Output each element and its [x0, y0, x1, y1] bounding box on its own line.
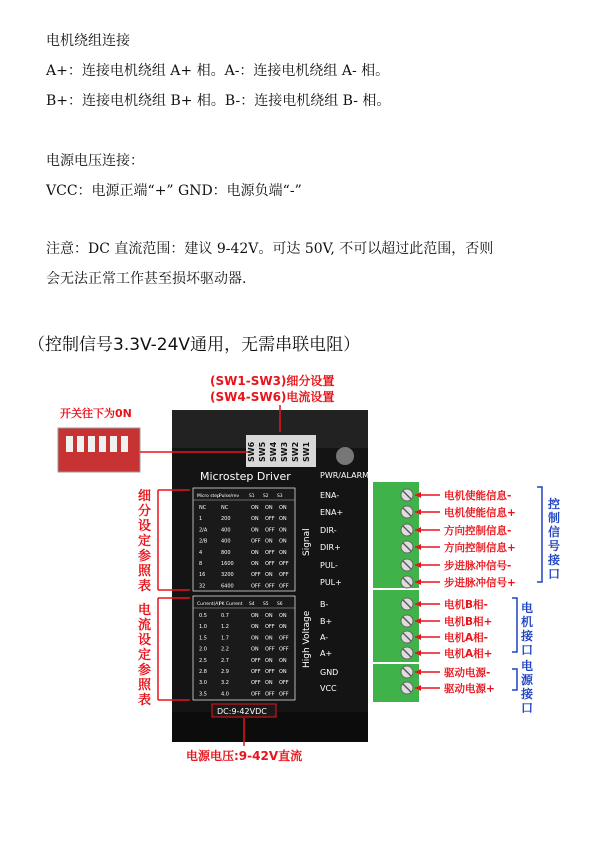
vertical-label-char: 表	[138, 579, 152, 594]
dip-switch-pad	[121, 436, 128, 452]
table-cell: 16	[199, 572, 206, 579]
table-header-cell: S6	[277, 602, 283, 607]
table-cell: ON	[279, 505, 287, 511]
table-cell: 1.2	[221, 624, 229, 631]
pin-label: 方向控制信息-	[444, 525, 512, 537]
signal-label: Signal	[302, 528, 312, 556]
vertical-label-char: 信	[548, 525, 561, 539]
terminal-name: DIR+	[320, 543, 341, 552]
vertical-label-char: 照	[138, 564, 152, 579]
vertical-label-char: 流	[138, 618, 152, 633]
vertical-label-char: 制	[548, 511, 561, 525]
table-cell: ON	[279, 657, 287, 664]
table-cell: OFF	[251, 657, 261, 664]
caption: （控制信号3.3V-24V通用，无需串联电阻）	[28, 335, 361, 355]
switch-label: SW1	[302, 441, 311, 462]
table-cell: 0.7	[221, 613, 229, 619]
vertical-label-char: 口	[521, 643, 534, 657]
pin-label: 电机A相+	[444, 648, 493, 660]
switch-label: SW2	[291, 441, 300, 462]
table-cell: ON	[265, 613, 273, 619]
switch-note: 开关往下为0N	[60, 407, 132, 420]
pin-label: 电机使能信息+	[444, 507, 516, 519]
switch-label: SW4	[269, 441, 278, 462]
sw-title-2: (SW4-SW6)电流设置	[210, 390, 335, 404]
table-cell: ON	[279, 624, 287, 631]
vertical-label-char: 分	[138, 504, 152, 519]
pin-label: 电机B相-	[444, 599, 488, 611]
pin-label: 步进脉冲信号-	[444, 560, 512, 572]
table-cell: 2.8	[199, 669, 207, 675]
table-cell: 2.2	[221, 646, 229, 653]
table-cell: OFF	[251, 538, 261, 545]
table-cell: 1	[199, 516, 203, 523]
vertical-label-char: 接	[548, 553, 561, 567]
table-cell: OFF	[279, 691, 289, 698]
table-cell: 2.5	[199, 657, 207, 664]
bracket-motor	[512, 598, 517, 652]
table-cell: OFF	[251, 572, 261, 579]
table-cell: 3.0	[199, 680, 207, 687]
table-cell: 4.0	[221, 691, 229, 698]
table-cell: ON	[251, 561, 259, 567]
table-header-cell: Current(A)	[197, 602, 220, 607]
table-cell: OFF	[251, 583, 261, 590]
terminal-name: VCC	[320, 684, 337, 693]
vertical-label-char: 口	[548, 567, 561, 581]
brand-label: Microstep Driver	[200, 470, 291, 483]
dip-switch-pad	[88, 436, 95, 452]
table-cell: ON	[265, 680, 273, 687]
table-cell: ON	[265, 505, 273, 511]
table-header-cell: S4	[249, 602, 255, 607]
table-header-cell: Pulse/rev	[219, 494, 240, 499]
vertical-label-char: 参	[138, 663, 152, 678]
table-cell: ON	[251, 505, 259, 511]
table-cell: ON	[251, 624, 259, 631]
table-cell: 2.7	[221, 657, 229, 664]
vertical-label-char: 细	[138, 489, 152, 504]
table-cell: 1.7	[221, 635, 229, 642]
terminal-name: B-	[320, 600, 329, 609]
terminal-name: PUL-	[320, 561, 338, 570]
vertical-label-char: 表	[138, 693, 152, 708]
terminal-name: ENA-	[320, 491, 340, 500]
table-header-cell: Micro step	[197, 494, 220, 499]
vertical-label-char: 接	[521, 629, 534, 643]
table-cell: 1600	[221, 561, 234, 567]
table-cell: 1.0	[199, 624, 207, 631]
vertical-label-char: 参	[138, 549, 152, 564]
terminal-name: GND	[320, 668, 339, 677]
table-cell: 3200	[221, 572, 234, 579]
vertical-label-char: 控	[548, 497, 561, 511]
dip-switch-pad	[77, 436, 84, 452]
table-cell: OFF	[279, 572, 289, 579]
dip-switch-pad	[66, 436, 73, 452]
terminal-name: A-	[320, 633, 329, 642]
vertical-label-char: 机	[521, 615, 534, 629]
text-line-7: 会无法正常工作甚至损坏驱动器.	[46, 271, 247, 287]
table-cell: 32	[199, 583, 206, 590]
bottom-label: 电源电压:9-42V直流	[186, 749, 303, 763]
table-cell: OFF	[265, 624, 275, 631]
vertical-label-char: 电	[521, 659, 534, 673]
pwr-alarm-label: PWR/ALARM	[320, 471, 370, 480]
table-cell: OFF	[265, 669, 275, 675]
text-line-5: VCC：电源正端“+” GND：电源负端“-”	[46, 183, 302, 199]
vertical-label-char: 定	[138, 534, 152, 549]
table-cell: OFF	[251, 669, 261, 675]
vertical-label-char: 源	[521, 673, 534, 687]
table-cell: NC	[199, 505, 207, 511]
switch-label: SW6	[247, 441, 256, 462]
hv-label: High Voltage	[302, 610, 312, 668]
table-cell: ON	[279, 549, 287, 556]
vertical-label-char: 设	[138, 519, 152, 534]
pin-label: 驱动电源-	[444, 667, 491, 679]
table-cell: OFF	[279, 646, 289, 653]
vertical-label-char: 定	[138, 648, 152, 663]
terminal-name: PUL+	[320, 578, 342, 587]
vertical-label-char: 设	[138, 633, 152, 648]
table-header-cell: S2	[263, 494, 269, 499]
table-cell: 4	[199, 549, 203, 556]
sw-title-1: (SW1-SW3)细分设置	[210, 374, 335, 388]
table-cell: 2/B	[199, 538, 208, 545]
table-cell: 2.9	[221, 669, 229, 675]
table-cell: OFF	[251, 691, 261, 698]
vertical-label-char: 电	[521, 601, 534, 615]
dc-label: DC:9-42VDC	[217, 707, 267, 716]
table-cell: OFF	[265, 527, 275, 534]
bracket-power	[512, 669, 517, 690]
table-cell: ON	[251, 549, 259, 556]
vertical-label-char: 口	[521, 701, 534, 715]
table-cell: 2.0	[199, 646, 207, 653]
table-cell: OFF	[279, 680, 289, 687]
table-cell: OFF	[265, 583, 275, 590]
table-cell: ON	[251, 527, 259, 534]
table-cell: OFF	[251, 680, 261, 687]
table-header-cell: PK Current	[219, 602, 243, 607]
terminal-name: B+	[320, 617, 333, 626]
table-cell: OFF	[279, 635, 289, 642]
table-cell: ON	[279, 613, 287, 619]
table-cell: OFF	[265, 549, 275, 556]
pin-label: 电机B相+	[444, 616, 493, 628]
table-cell: ON	[251, 613, 259, 619]
dip-switch-pad	[110, 436, 117, 452]
text-line-2: A+：连接电机绕组 A+ 相。A-：连接电机绕组 A- 相。	[46, 63, 390, 79]
table-cell: ON	[279, 516, 287, 523]
table-cell: ON	[251, 516, 259, 523]
pin-label: 方向控制信息+	[444, 542, 516, 554]
text-line-6: 注意：DC 直流范围：建议 9-42V。可达 50V, 不可以超过此范围，否则	[46, 241, 494, 257]
table-cell: ON	[251, 635, 259, 642]
switch-label: SW3	[280, 441, 289, 462]
table-header-cell: S1	[249, 494, 255, 499]
terminal-name: ENA+	[320, 508, 344, 517]
table-cell: OFF	[279, 561, 289, 567]
text-line-1: 电机绕组连接	[46, 33, 130, 49]
table-cell: OFF	[279, 583, 289, 590]
table-cell: 400	[221, 527, 231, 534]
table-cell: ON	[251, 646, 259, 653]
bracket-control	[537, 487, 542, 582]
table-cell: NC	[221, 505, 229, 511]
table-cell: 3.5	[199, 691, 207, 698]
table-cell: ON	[265, 657, 273, 664]
pwr-indicator-screw	[336, 447, 354, 465]
table-cell: 3.2	[221, 680, 229, 687]
table-cell: ON	[279, 538, 287, 545]
table-cell: 6400	[221, 583, 234, 590]
table-cell: ON	[265, 538, 273, 545]
table-cell: 800	[221, 549, 231, 556]
table-header-cell: S5	[263, 602, 269, 607]
table-cell: ON	[279, 669, 287, 675]
vertical-label-char: 照	[138, 678, 152, 693]
switch-label: SW5	[258, 441, 267, 462]
table-cell: 2/A	[199, 527, 208, 534]
table-cell: ON	[279, 527, 287, 534]
vertical-label-char: 电	[138, 603, 152, 618]
terminal-name: DIR-	[320, 526, 337, 535]
table-cell: 8	[199, 561, 203, 567]
dip-switch-pad	[99, 436, 106, 452]
table-cell: OFF	[265, 691, 275, 698]
pin-label: 电机使能信息-	[444, 490, 512, 502]
table-cell: ON	[265, 635, 273, 642]
table-header-cell: S3	[277, 494, 283, 499]
table-cell: OFF	[265, 646, 275, 653]
table-cell: 200	[221, 516, 231, 523]
vertical-label-char: 接	[521, 687, 534, 701]
pin-label: 驱动电源+	[444, 683, 495, 695]
text-line-4: 电源电压连接：	[46, 153, 144, 169]
table-cell: OFF	[265, 516, 275, 523]
text-line-3: B+：连接电机绕组 B+ 相。B-：连接电机绕组 B- 相。	[46, 93, 391, 109]
table-cell: OFF	[265, 561, 275, 567]
terminal-name: A+	[320, 649, 333, 658]
table-cell: 0.5	[199, 613, 207, 619]
table-cell: ON	[265, 572, 273, 579]
table-cell: 400	[221, 538, 231, 545]
pin-label: 步进脉冲信号+	[444, 577, 516, 589]
vertical-label-char: 号	[548, 539, 561, 553]
table-cell: 1.5	[199, 635, 207, 642]
pin-label: 电机A相-	[444, 632, 488, 644]
